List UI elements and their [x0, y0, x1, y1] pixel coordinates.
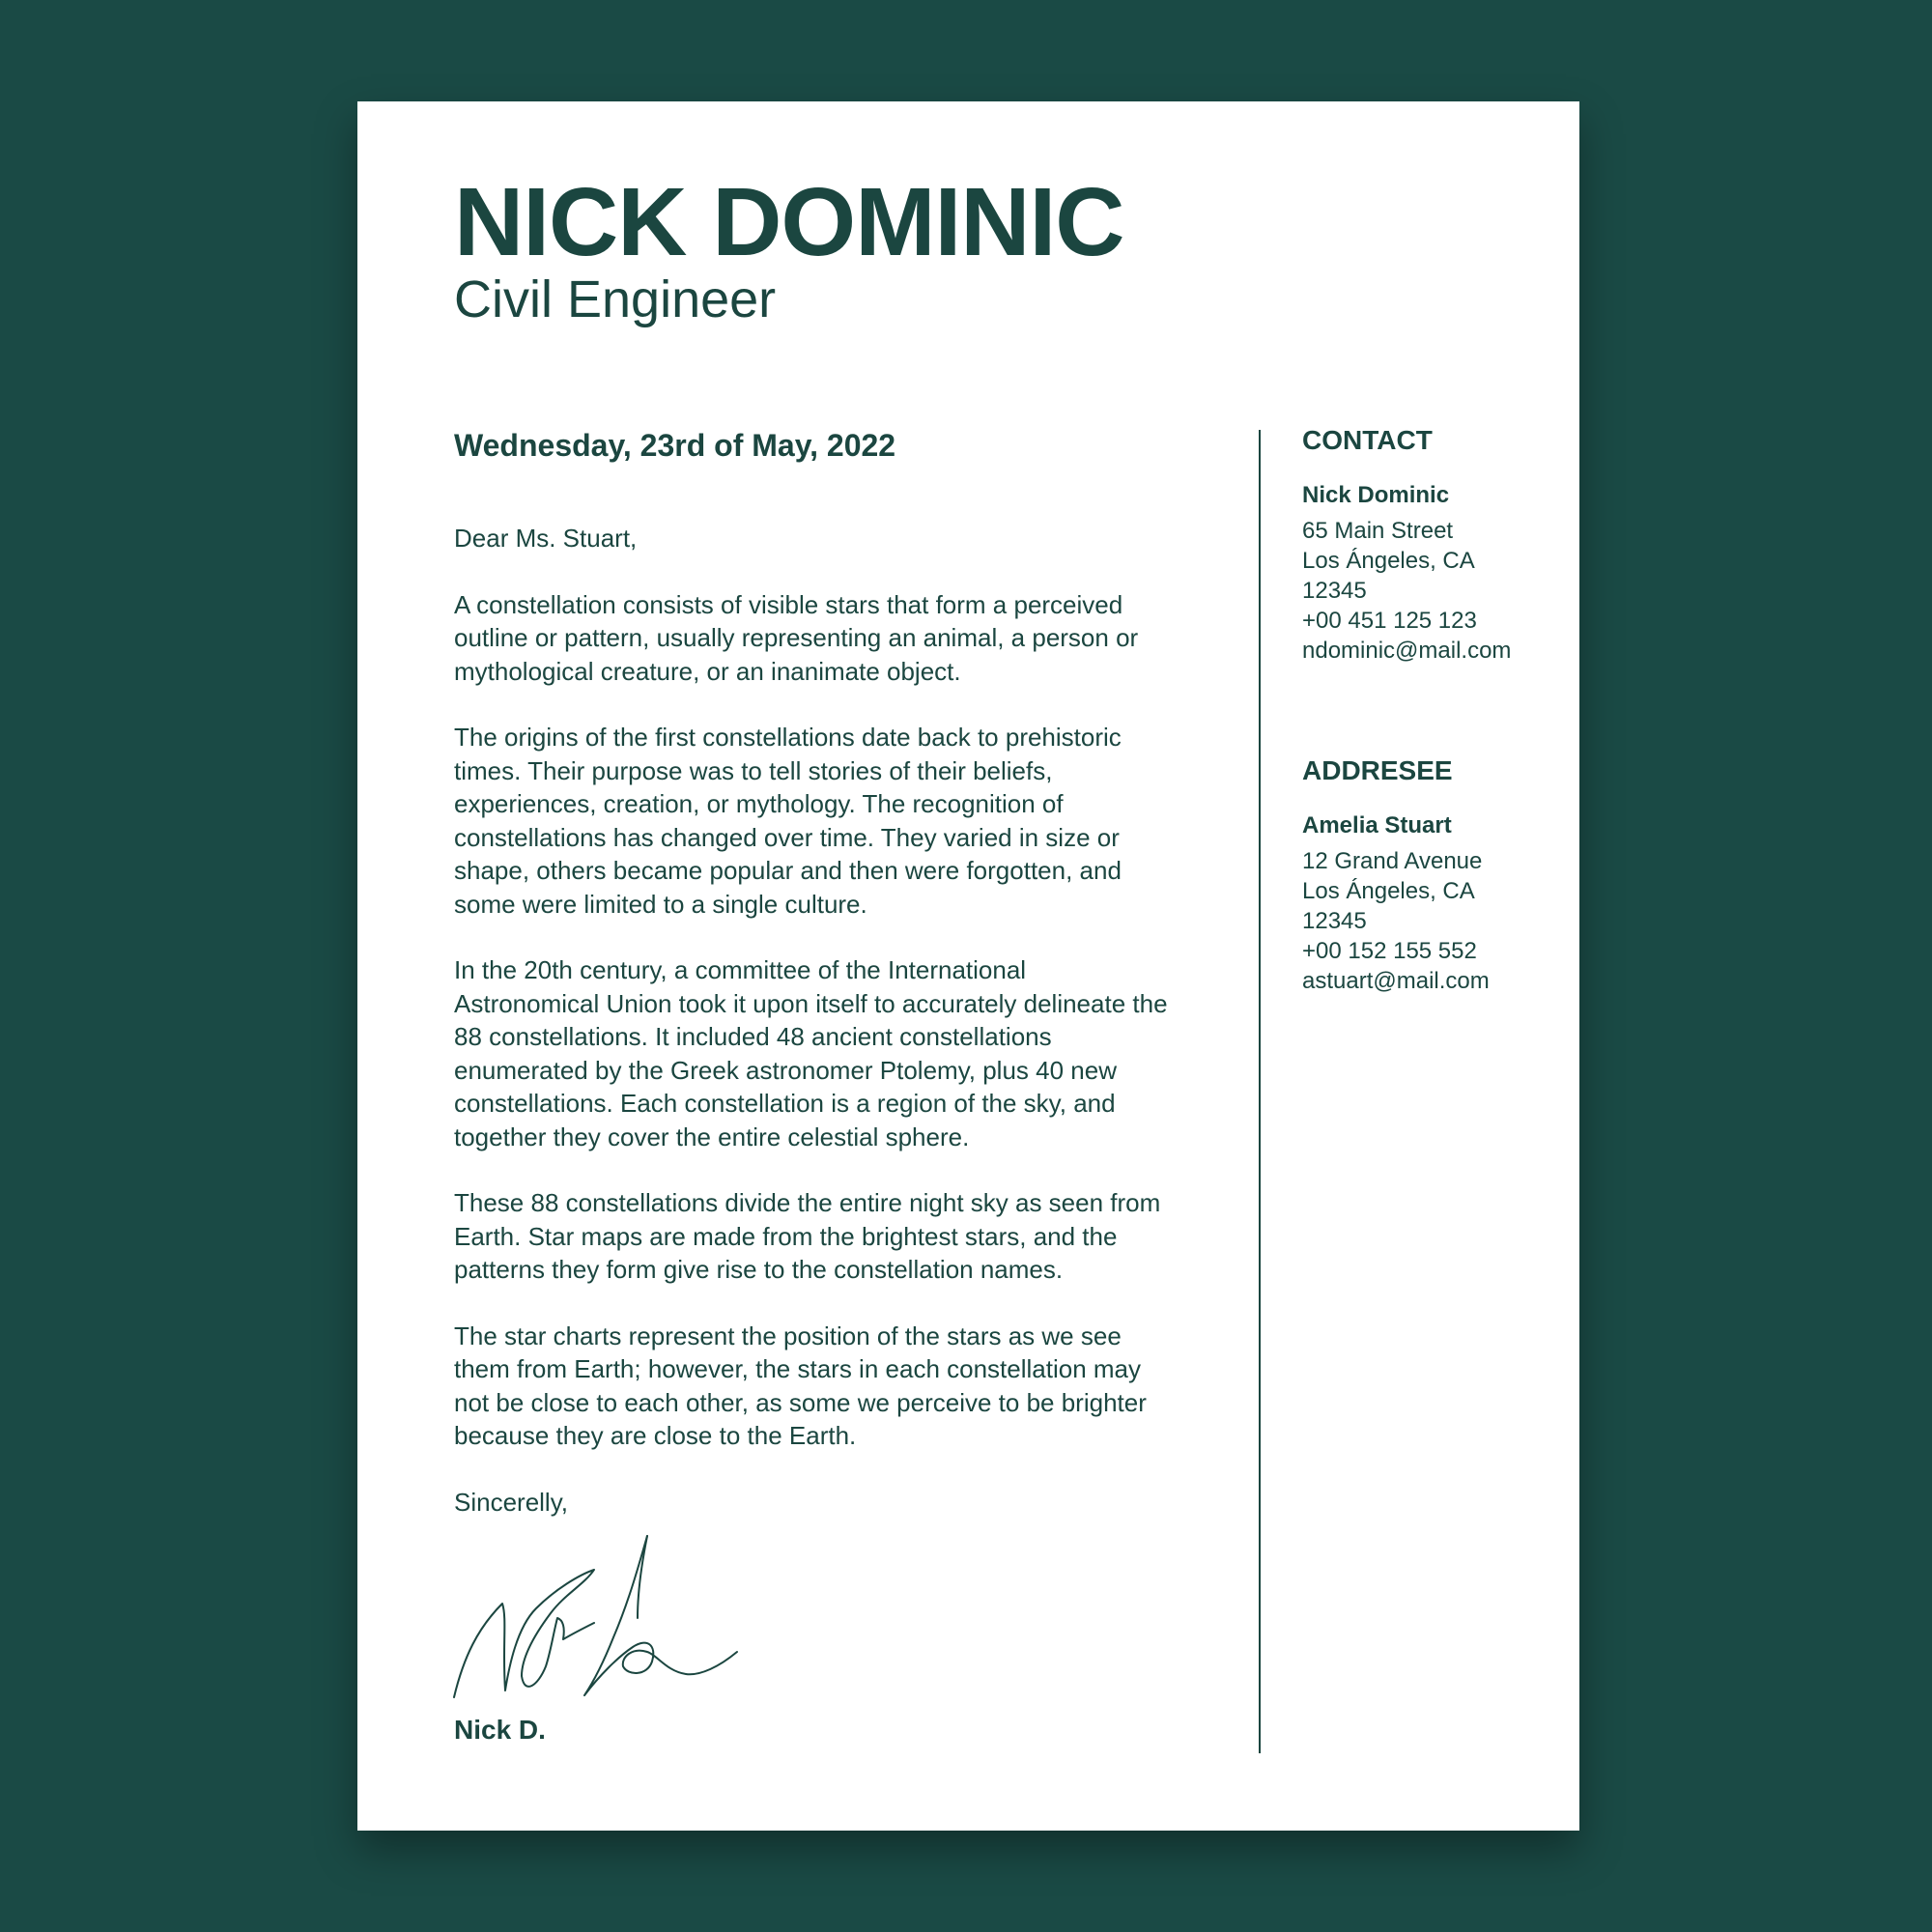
addressee-heading: ADDRESEE — [1302, 755, 1453, 785]
contact-zip: 12345 — [1302, 578, 1367, 604]
addressee-email: astuart@mail.com — [1302, 968, 1490, 994]
signer-name: Nick D. — [454, 1715, 546, 1745]
letter-paragraph: In the 20th century, a committee of the International Astronomical Union took it upon itself to accurately delineate the 88 constellations. It included 48 ancient constellations enumerated by the Greek astronomer Ptolemy, plus 40 new constellations. Each constellation is a region of the sky, and together they cover the entire celestial sphere. — [454, 955, 1168, 1151]
addressee-city: Los Ángeles, CA — [1302, 878, 1475, 904]
contact-city: Los Ángeles, CA — [1302, 548, 1475, 574]
contact-heading: CONTACT — [1302, 425, 1433, 455]
contact-section — [1302, 425, 1553, 666]
addressee-section — [1302, 755, 1553, 996]
addressee-zip: 12345 — [1302, 908, 1367, 934]
handwritten-signature — [449, 1531, 739, 1700]
letter-paragraph: The star charts represent the position of the stars as we see them from Earth; however, the stars in each constellation may not be close to each other, as some we perceive to be brighter because they are close to the Earth. — [454, 1321, 1147, 1450]
letter-date: Wednesday, 23rd of May, 2022 — [454, 428, 896, 463]
letter-paper — [357, 101, 1579, 1831]
letter-paragraph: The origins of the first constellations date back to prehistoric times. Their purpose was to tell stories of their beliefs, experiences, creation, or mythology. The recognition of constellations has changed over time. They varied in size or shape, others became popular and then were forgotten, and some were limited to a single culture. — [454, 723, 1122, 919]
sender-name-heading: NICK DOMINIC — [454, 168, 1124, 276]
contact-email: ndominic@mail.com — [1302, 638, 1512, 664]
letter-greeting: Dear Ms. Stuart, — [454, 524, 638, 553]
column-divider — [1259, 430, 1261, 1753]
letter-closing: Sincerelly, — [454, 1487, 569, 1517]
letter-paragraph: These 88 constellations divide the entire night sky as seen from Earth. Star maps are made from the brightest stars, and the patterns they form give rise to the constellation names. — [454, 1188, 1161, 1284]
addressee-street: 12 Grand Avenue — [1302, 848, 1483, 874]
addressee-name: Amelia Stuart — [1302, 812, 1452, 838]
sender-job-title: Civil Engineer — [454, 270, 777, 328]
contact-name: Nick Dominic — [1302, 482, 1450, 508]
letter-paragraph: A constellation consists of visible stars that form a perceived outline or pattern, usually representing an animal, a person or mythological creature, or an inanimate object. — [454, 589, 1139, 686]
contact-phone: +00 451 125 123 — [1302, 608, 1477, 634]
contact-street: 65 Main Street — [1302, 518, 1454, 544]
letter-body — [454, 522, 1169, 1551]
addressee-phone: +00 152 155 552 — [1302, 938, 1477, 964]
